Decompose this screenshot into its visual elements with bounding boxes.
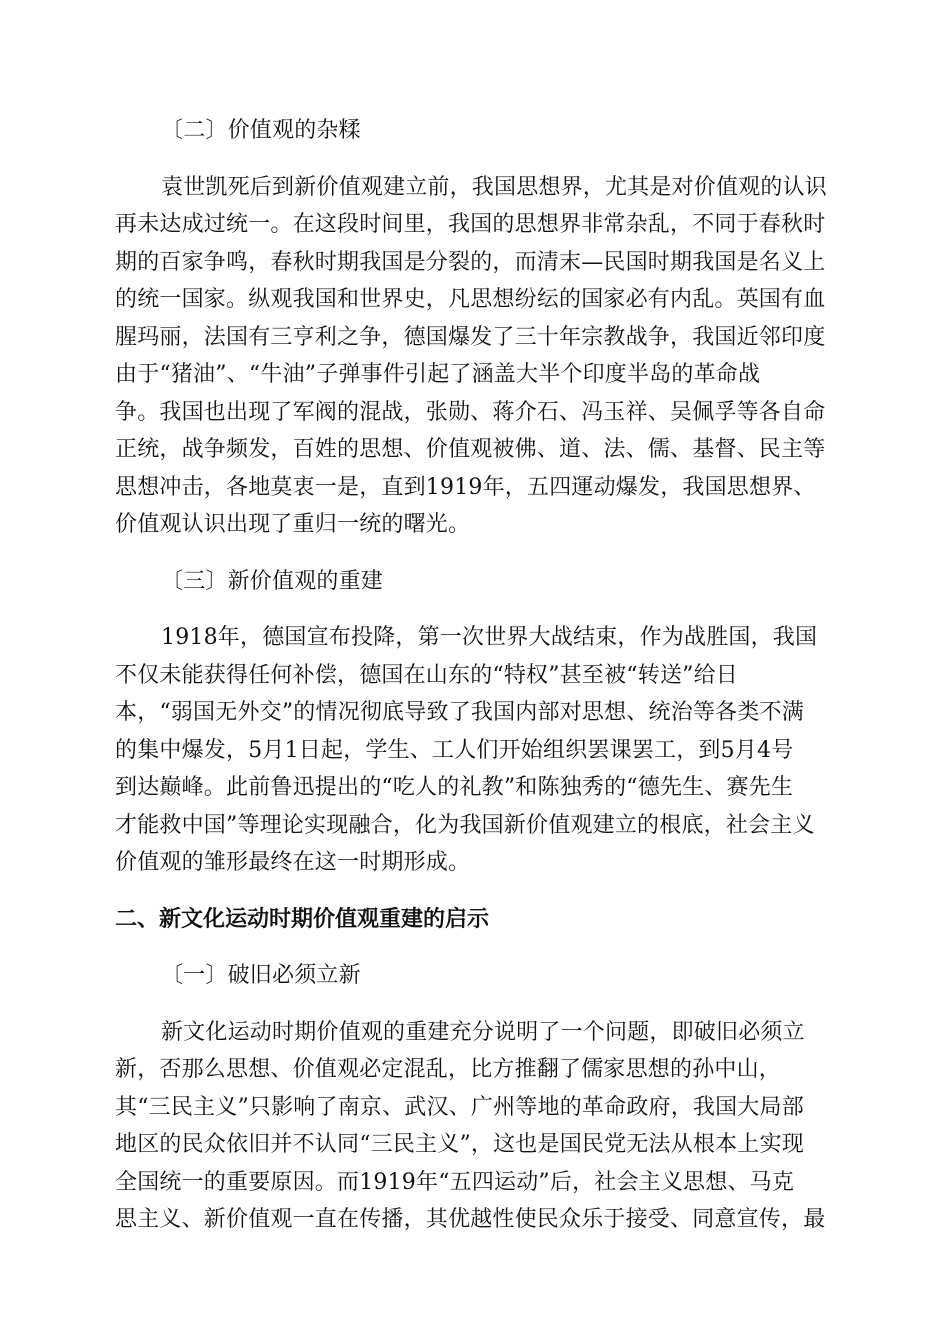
- paragraph-line: 到达巅峰。此前鲁迅提出的“吃人的礼教”和陈独秀的“德先生、赛先生: [115, 775, 794, 800]
- paragraph-line: 本，“弱国无外交”的情况彻底导致了我国内部对思想、统治等各类不满: [115, 700, 804, 725]
- paragraph-line: 的集中爆发，5月1日起，学生、工人们开始组织罢课罢工，到5月4号: [115, 737, 794, 763]
- section-title: 〔三〕新价值观的重建: [161, 568, 384, 594]
- paragraph-line: 的统一国家。纵观我国和世界史，凡思想纷纭的国家必有内乱。英国有血: [115, 287, 826, 312]
- paragraph-line: 思主义、新价值观一直在传播，其优越性使民众乐于接受、同意宣传，最: [115, 1207, 826, 1232]
- paragraph-line: 期的百家争鸣，春秋时期我国是分裂的，而清末—民国时期我国是名义上: [115, 249, 826, 275]
- paragraph-line: 不仅未能获得任何补偿，德国在山东的“特权”甚至被“转送”给日: [115, 662, 738, 688]
- section-title: 〔二〕价值观的杂糅: [161, 118, 361, 143]
- paragraph-line: 全国统一的重要原因。而1919年“五四运动”后，社会主义思想、马克: [115, 1169, 795, 1195]
- paragraph-line: 地区的民众依旧并不认同“三民主义”，这也是国民党无法从根本上实现: [115, 1132, 804, 1157]
- paragraph-line: 争。我国也出现了军阀的混战，张勋、蒋介石、冯玉祥、吴佩孚等各自命: [115, 399, 826, 425]
- paragraph-line: 再未达成过统一。在这段时间里，我国的思想界非常杂乱，不同于春秋时: [115, 212, 826, 237]
- paragraph-line: 价值观认识出现了重归一统的曙光。: [115, 512, 471, 537]
- paragraph-line: 袁世凯死后到新价值观建立前，我国思想界，尤其是对价值观的认识: [161, 174, 828, 200]
- paragraph-line: 腥玛丽，法国有三亨利之争，德国爆发了三十年宗教战争，我国近邻印度: [115, 324, 826, 350]
- chapter-heading: 二、新文化运动时期价值观重建的启示: [115, 906, 490, 932]
- paragraph-line: 由于“猪油”、“牛油”子弹事件引起了涵盖大半个印度半岛的革命战: [115, 362, 761, 387]
- section-title: 〔一〕破旧必须立新: [161, 963, 361, 988]
- paragraph-line: 1918年，德国宣布投降，第一次世界大战结束，作为战胜国，我国: [161, 625, 818, 650]
- paragraph-line: 正统，战争频发，百姓的思想、价值观被佛、道、法、儒、基督、民主等: [115, 437, 826, 462]
- paragraph-line: 新文化运动时期价值观的重建充分说明了一个问题，即破旧必须立: [161, 1019, 805, 1045]
- paragraph-line: 新，否那么思想、价值观必定混乱，比方推翻了儒家思想的孙中山，: [115, 1057, 782, 1082]
- paragraph-line: 才能救中国”等理论实现融合，化为我国新价值观建立的根底，社会主义: [115, 812, 815, 838]
- paragraph-line: 价值观的雏形最终在这一时期形成。: [115, 850, 471, 875]
- paragraph-line: 其“三民主义”只影响了南京、武汉、广州等地的革命政府，我国大局部: [115, 1094, 804, 1120]
- paragraph-line: 思想冲击，各地莫衷一是，直到1919年，五四運动爆发，我国思想界、: [115, 474, 816, 500]
- document-body: [115, 112, 835, 1239]
